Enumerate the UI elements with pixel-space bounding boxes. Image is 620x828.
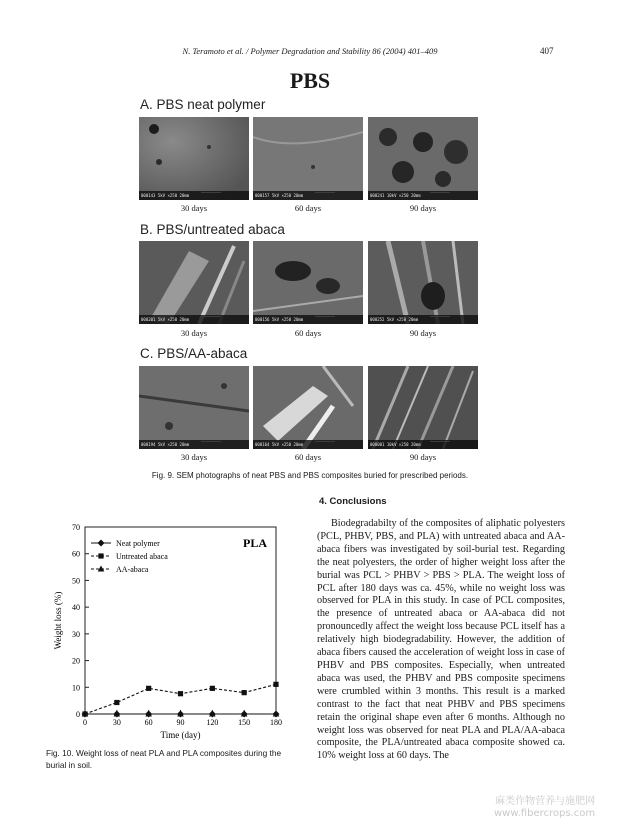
- legend-marker-0: [98, 540, 105, 547]
- data-point-1-5: [242, 690, 247, 695]
- x-tick-label: 90: [176, 718, 185, 727]
- sem-info-a-30: 000143 5kV ×250 20mm: [139, 191, 249, 200]
- sem-photo-c-90: [368, 366, 478, 449]
- data-point-1-1: [114, 700, 119, 705]
- running-head: N. Teramoto et al. / Polymer Degradation and Stability 86 (2004) 401–409: [182, 46, 438, 56]
- x-axis-label: Time (day): [160, 730, 201, 740]
- page-number: 407: [540, 46, 554, 56]
- day-label-a-90: 90 days: [409, 203, 437, 213]
- chart-title: PLA: [243, 536, 267, 550]
- y-tick-label: 70: [72, 523, 80, 532]
- data-point-1-3: [178, 691, 183, 696]
- figure-10-caption: Fig. 10. Weight loss of neat PLA and PLA composites during the burial in soil.: [46, 748, 282, 770]
- day-label-b-60: 60 days: [294, 328, 322, 338]
- sem-info-c-60: 000164 5kV ×250 20mm: [253, 440, 363, 449]
- sem-info-b-60: 000156 5kV ×250 20mm: [253, 315, 363, 324]
- watermark: [494, 796, 595, 820]
- day-label-c-60: 60 days: [294, 452, 322, 462]
- conclusions-heading: 4. Conclusions: [319, 496, 387, 507]
- sem-info-a-60: 000157 5kV ×250 20mm: [253, 191, 363, 200]
- sem-photo-a-90: [368, 117, 478, 200]
- day-label-b-30: 30 days: [180, 328, 208, 338]
- sem-photo-c-60: [253, 366, 363, 449]
- sem-info-b-30: 000201 5kV ×250 20mm: [139, 315, 249, 324]
- y-tick-label: 50: [72, 576, 80, 586]
- plot-frame: [85, 527, 276, 714]
- section-label-b: B. PBS/untreated abaca: [140, 222, 285, 237]
- sem-info-c-90: 000001 10kV ×250 20mm: [368, 440, 478, 449]
- x-tick-label: 0: [83, 718, 87, 727]
- day-label-c-90: 90 days: [409, 452, 437, 462]
- data-point-1-6: [273, 682, 278, 687]
- section-label-c: C. PBS/AA-abaca: [140, 346, 248, 361]
- day-label-a-60: 60 days: [294, 203, 322, 213]
- x-tick-label: 60: [144, 718, 153, 727]
- sem-info-a-90: 000241 10kV ×250 20mm: [368, 191, 478, 200]
- y-tick-label: 60: [72, 549, 80, 559]
- series-line-1: [85, 684, 276, 714]
- section-label-a: A. PBS neat polymer: [140, 97, 266, 112]
- data-point-1-4: [210, 686, 215, 691]
- watermark-line-2: www.fibercrops.com: [494, 808, 596, 819]
- sem-photo-c-30: [139, 366, 249, 449]
- y-axis-label: Weight loss (%): [53, 591, 63, 650]
- y-tick-label: 40: [72, 603, 80, 613]
- y-tick-label: 10: [72, 683, 80, 693]
- sem-photo-a-60: [253, 117, 363, 200]
- conclusions-body: Biodegradabilty of the composites of aliphatic polyesters (PCL, PHBV, PBS, and PLA) with untreated abaca and AA-abaca fibers was investigated by soil-burial test. Regarding the neat polyesters, the order of higher weight loss after the burial was PCL > PHBV > PBS > PLA. The weight loss of PCL after 180 days was ca. 45%, while no weight loss was observed for PLA in this study. In case of PCL composites, the presence of untreated abaca or AA-abaca did not pronouncedly affect the weight loss because PCL itself has a relatively high biodegradability. However, the addition of abaca fibers caused the acceleration of weight loss in case of PHBV and PBS composites. Especially, when untreated abaca was used, the PHBV and PBS composite specimens were crumbled within 3 months. This result is a marked contrast to the fact that neat PHBV and PBS specimens retain the original shape even after 6 months. Although no weight loss was observed for neat PLA and PLA/AA-abaca composite, the PLA/untreated abaca composite showed ca. 10% weight loss at 60 days. The: [317, 518, 565, 762]
- figure-9-title: PBS: [289, 68, 331, 93]
- legend-marker-1: [98, 553, 103, 558]
- x-tick-label: 180: [270, 718, 282, 727]
- sem-photo-b-90: [368, 241, 478, 324]
- x-tick-label: 150: [238, 718, 251, 727]
- y-tick-label: 0: [76, 710, 80, 719]
- sem-info-c-30: 000194 5kV ×250 20mm: [139, 440, 249, 449]
- legend-label-0: Neat polymer: [116, 539, 160, 548]
- legend-label-2: AA-abaca: [116, 565, 149, 574]
- day-label-b-90: 90 days: [409, 328, 437, 338]
- y-tick-label: 20: [72, 656, 80, 666]
- weight-loss-chart: [40, 515, 300, 743]
- x-tick-label: 120: [206, 718, 219, 727]
- watermark-line-1: 麻类作物营养与施肥网: [495, 796, 596, 807]
- x-tick-label: 30: [112, 718, 121, 727]
- y-tick-label: 30: [72, 629, 80, 639]
- sem-photo-b-60: [253, 241, 363, 324]
- day-label-c-30: 30 days: [180, 452, 208, 462]
- data-point-1-2: [146, 686, 151, 691]
- sem-photo-b-30: [139, 241, 249, 324]
- day-label-a-30: 30 days: [180, 203, 208, 213]
- figure-9-caption: Fig. 9. SEM photographs of neat PBS and PBS composites buried for prescribed periods.: [151, 471, 469, 480]
- sem-info-b-90: 000252 5kV ×250 20mm: [368, 315, 478, 324]
- sem-photo-a-30: [139, 117, 249, 200]
- legend-label-1: Untreated abaca: [116, 552, 168, 561]
